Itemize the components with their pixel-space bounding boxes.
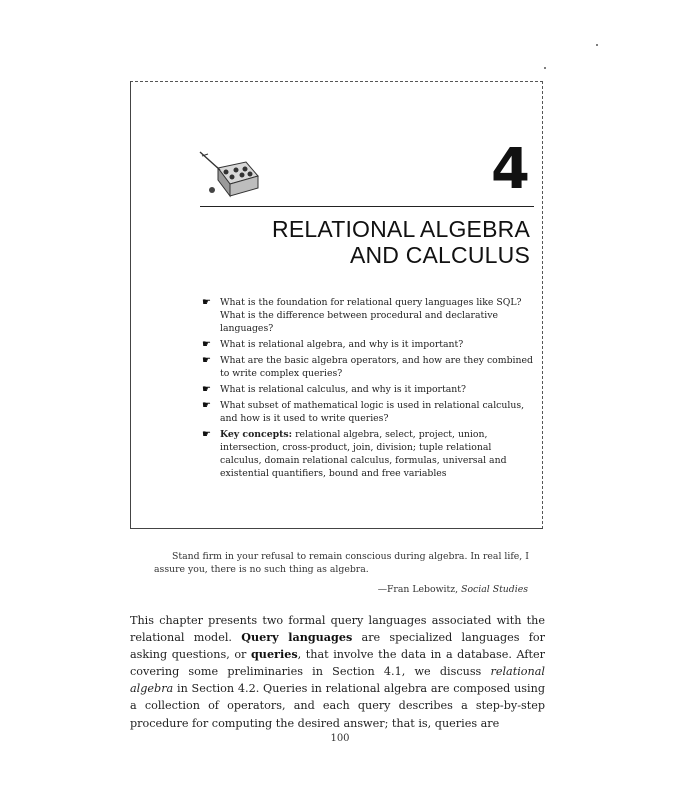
key-concepts-item [202, 428, 534, 480]
question-item [202, 338, 534, 351]
term-queries: queries [250, 647, 298, 662]
question-text: What is relational algebra, and why is it important? [220, 339, 464, 350]
key-concepts-text: relational algebra, select, project, union, intersection, cross-product, join, division; tuple relational calculus, domain relational calculus, formulas, universal and existential quantifiers, bound and free variables [220, 429, 507, 479]
term-relational-algebra: relational algebra [130, 665, 545, 696]
question-item [202, 296, 534, 335]
pointing-hand-icon: ☛ [202, 355, 211, 366]
attribution-author: —Fran Lebowitz, [377, 584, 459, 595]
pointing-hand-icon: ☛ [202, 297, 211, 308]
epigraph [154, 550, 534, 576]
chapter-questions [202, 296, 534, 483]
body-text-segment: in Section 4.2. Queries in relational algebra are composed using a collection of operators, and each query describes a step-by-step procedure for computing the desired answer; that is, queries are [130, 682, 545, 730]
question-item [202, 383, 534, 396]
pointing-hand-icon: ☛ [202, 400, 211, 411]
body-text-segment: This chapter presents two formal query languages associated with the relational model. [130, 614, 545, 645]
epigraph-attribution [378, 584, 528, 595]
chapter-logo-icon [198, 150, 262, 202]
chapter-title-line-1: RELATIONAL ALGEBRA [272, 216, 530, 242]
page-number: 100 [330, 733, 350, 744]
pointing-hand-icon: ☛ [202, 384, 211, 395]
question-text: What is relational calculus, and why is it important? [220, 384, 466, 395]
question-item [202, 399, 534, 425]
pointing-hand-icon: ☛ [202, 339, 211, 350]
scan-speck [596, 44, 598, 46]
term-query-languages: Query languages [241, 630, 353, 645]
question-text: What subset of mathematical logic is used in relational calculus, and how is it used to write queries? [220, 400, 525, 424]
frame-right-border [542, 81, 543, 529]
body-paragraph [130, 612, 545, 732]
question-text: What are the basic algebra operators, and how are they combined to write complex queries? [220, 355, 533, 379]
pointing-hand-icon: ☛ [202, 429, 211, 440]
body-text-segment: are specialized languages for asking questions, or [130, 631, 545, 662]
frame-top-border [130, 81, 543, 82]
attribution-source: Social Studies [461, 584, 528, 595]
question-item [202, 354, 534, 380]
frame-left-border [130, 81, 131, 529]
title-rule [200, 206, 534, 207]
scan-speck [544, 67, 546, 69]
chapter-title [272, 216, 530, 268]
question-text: What is the foundation for relational query languages like SQL? What is the difference between procedural and declarative languages? [220, 297, 522, 334]
chapter-title-line-2: AND CALCULUS [349, 242, 530, 268]
body-text-segment: , that involve the data in a database. After covering some preliminaries in Section 4.1, we discuss [130, 648, 545, 679]
key-concepts-label: Key concepts: [220, 429, 293, 440]
chapter-number: 4 [491, 137, 530, 202]
epigraph-quote: Stand firm in your refusal to remain conscious during algebra. In real life, I assure you, there is no such thing as algebra. [154, 551, 529, 575]
frame-bottom-border [130, 528, 543, 529]
